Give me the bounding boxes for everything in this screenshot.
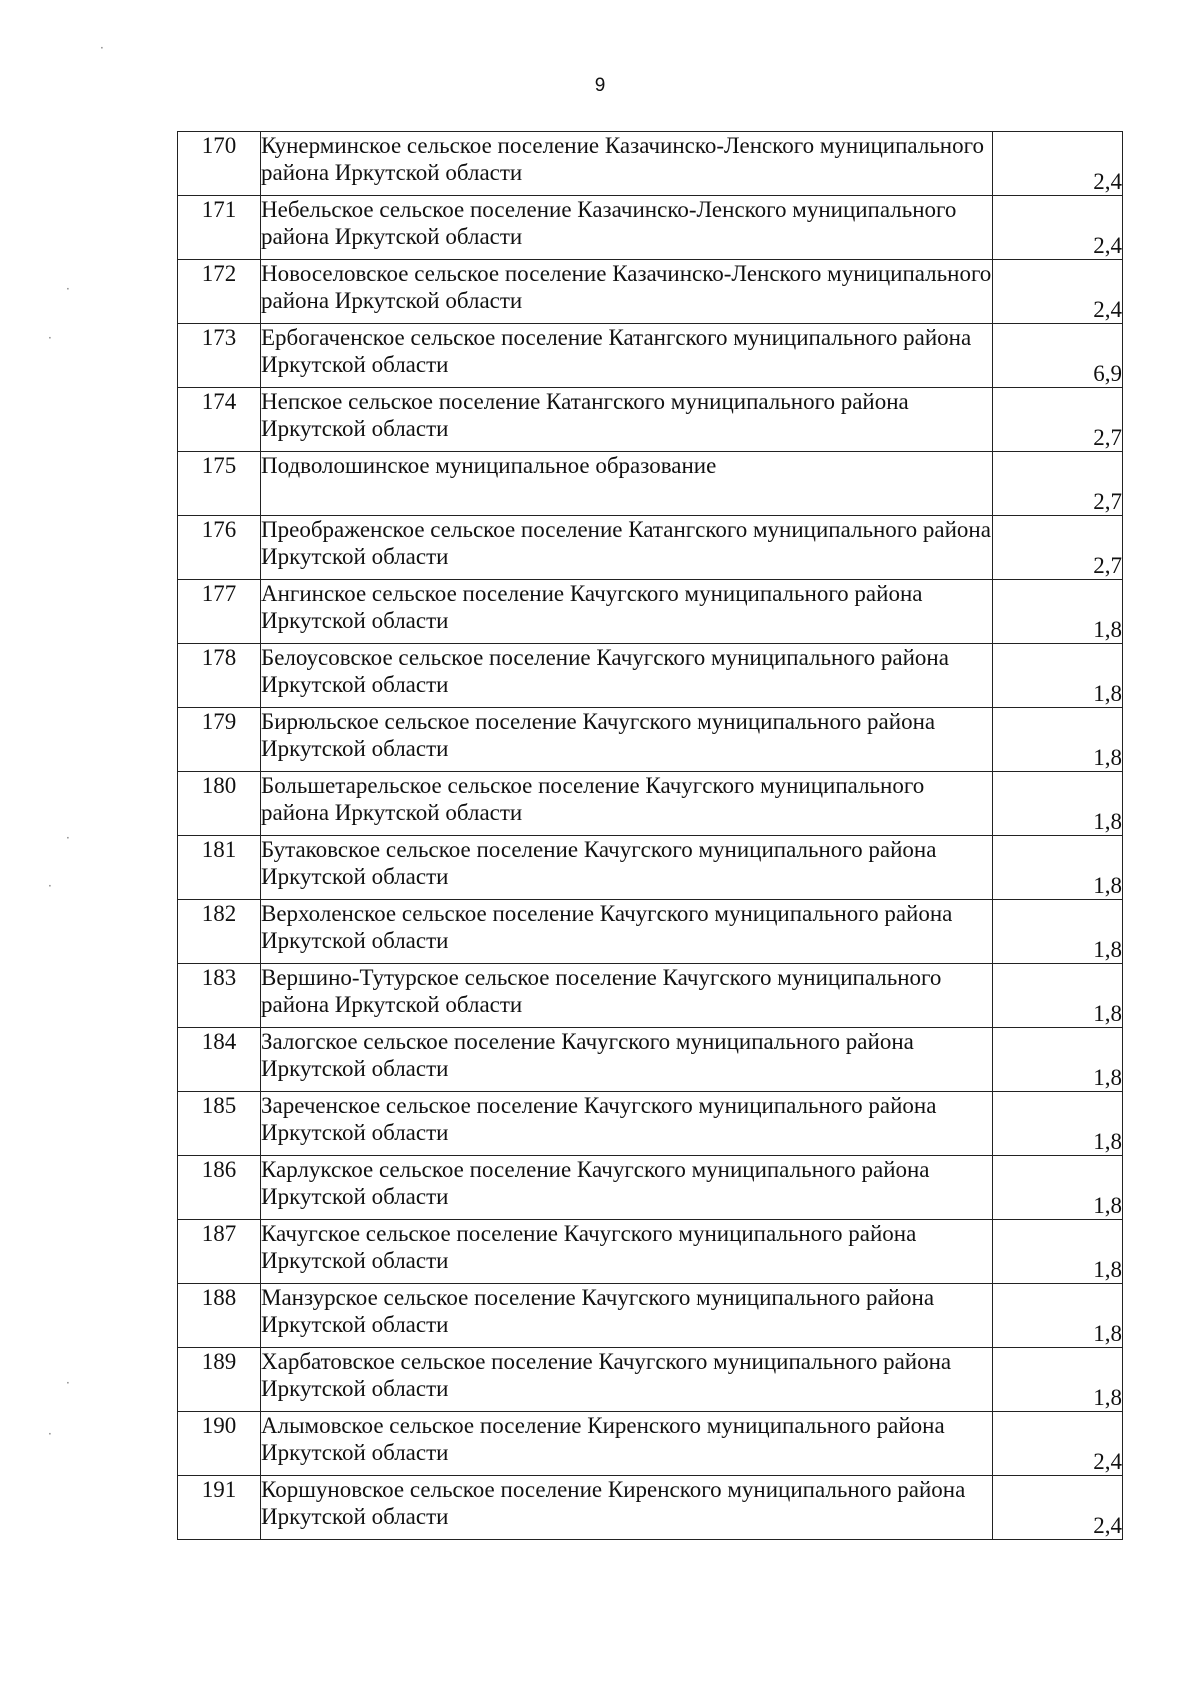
row-value: 2,7 xyxy=(993,452,1123,516)
row-number: 178 xyxy=(178,644,261,708)
row-number: 189 xyxy=(178,1348,261,1412)
row-number: 171 xyxy=(178,196,261,260)
row-value: 1,8 xyxy=(993,964,1123,1028)
row-value: 1,8 xyxy=(993,836,1123,900)
row-number: 187 xyxy=(178,1220,261,1284)
scan-speck: · xyxy=(66,831,70,845)
settlement-name: Манзурское сельское поселение Качугского муниципального района Иркутской области xyxy=(261,1284,993,1348)
table-row xyxy=(178,580,1123,644)
row-value: 2,4 xyxy=(993,132,1123,196)
row-number: 183 xyxy=(178,964,261,1028)
table-row xyxy=(178,1284,1123,1348)
scan-speck: · xyxy=(66,1376,70,1390)
settlement-name: Бутаковское сельское поселение Качугского муниципального района Иркутской области xyxy=(261,836,993,900)
settlement-name: Кунерминское сельское поселение Казачинско-Ленского муниципального района Иркутской области xyxy=(261,132,993,196)
table-row xyxy=(178,452,1123,516)
row-number: 191 xyxy=(178,1476,261,1540)
settlement-name: Небельское сельское поселение Казачинско-Ленского муниципального района Иркутской области xyxy=(261,196,993,260)
row-number: 173 xyxy=(178,324,261,388)
table-row xyxy=(178,1220,1123,1284)
settlement-name: Вершино-Тутурское сельское поселение Качугского муниципального района Иркутской области xyxy=(261,964,993,1028)
table-row xyxy=(178,260,1123,324)
row-value: 1,8 xyxy=(993,644,1123,708)
table-row xyxy=(178,388,1123,452)
scan-speck: · xyxy=(48,331,52,345)
settlement-name: Новоселовское сельское поселение Казачинско-Ленского муниципального района Иркутской области xyxy=(261,260,993,324)
row-number: 179 xyxy=(178,708,261,772)
table-row xyxy=(178,1092,1123,1156)
row-number: 185 xyxy=(178,1092,261,1156)
row-number: 172 xyxy=(178,260,261,324)
table-row xyxy=(178,1348,1123,1412)
row-number: 180 xyxy=(178,772,261,836)
settlement-name: Верхоленское сельское поселение Качугского муниципального района Иркутской области xyxy=(261,900,993,964)
row-value: 2,7 xyxy=(993,516,1123,580)
settlement-name: Непское сельское поселение Катангского муниципального района Иркутской области xyxy=(261,388,993,452)
scan-speck: · xyxy=(48,1427,52,1441)
table-row xyxy=(178,324,1123,388)
row-number: 190 xyxy=(178,1412,261,1476)
settlement-name: Подволошинское муниципальное образование xyxy=(261,452,993,516)
table-row xyxy=(178,836,1123,900)
row-value: 2,4 xyxy=(993,260,1123,324)
table-row xyxy=(178,708,1123,772)
row-number: 182 xyxy=(178,900,261,964)
row-value: 2,4 xyxy=(993,1476,1123,1540)
row-number: 188 xyxy=(178,1284,261,1348)
scan-speck: · xyxy=(66,282,70,296)
settlement-name: Карлукское сельское поселение Качугского муниципального района Иркутской области xyxy=(261,1156,993,1220)
row-value: 1,8 xyxy=(993,900,1123,964)
municipal-table xyxy=(177,131,1123,1540)
row-value: 6,9 xyxy=(993,324,1123,388)
settlement-name: Алымовское сельское поселение Киренского муниципального района Иркутской области xyxy=(261,1412,993,1476)
scan-speck: · xyxy=(48,879,52,893)
table-row xyxy=(178,644,1123,708)
table-row xyxy=(178,900,1123,964)
row-value: 1,8 xyxy=(993,1220,1123,1284)
page-number: 9 xyxy=(594,75,606,96)
settlement-name: Белоусовское сельское поселение Качугского муниципального района Иркутской области xyxy=(261,644,993,708)
table-row xyxy=(178,964,1123,1028)
row-value: 1,8 xyxy=(993,1156,1123,1220)
settlement-name: Харбатовское сельское поселение Качугского муниципального района Иркутской области xyxy=(261,1348,993,1412)
table-row xyxy=(178,1156,1123,1220)
table-body xyxy=(178,132,1123,1540)
table-row xyxy=(178,1028,1123,1092)
settlement-name: Качугское сельское поселение Качугского муниципального района Иркутской области xyxy=(261,1220,993,1284)
row-number: 177 xyxy=(178,580,261,644)
row-number: 184 xyxy=(178,1028,261,1092)
settlement-name: Преображенское сельское поселение Катангского муниципального района Иркутской области xyxy=(261,516,993,580)
row-number: 176 xyxy=(178,516,261,580)
settlement-name: Зареченское сельское поселение Качугского муниципального района Иркутской области xyxy=(261,1092,993,1156)
row-number: 170 xyxy=(178,132,261,196)
settlement-name: Ербогаченское сельское поселение Катангского муниципального района Иркутской области xyxy=(261,324,993,388)
table-row xyxy=(178,1476,1123,1540)
settlement-name: Залогское сельское поселение Качугского муниципального района Иркутской области xyxy=(261,1028,993,1092)
row-value: 1,8 xyxy=(993,1028,1123,1092)
row-value: 1,8 xyxy=(993,1092,1123,1156)
row-number: 174 xyxy=(178,388,261,452)
row-number: 181 xyxy=(178,836,261,900)
row-value: 1,8 xyxy=(993,1348,1123,1412)
row-value: 2,4 xyxy=(993,196,1123,260)
table-row xyxy=(178,1412,1123,1476)
table-row xyxy=(178,132,1123,196)
row-value: 1,8 xyxy=(993,708,1123,772)
row-value: 2,4 xyxy=(993,1412,1123,1476)
row-number: 186 xyxy=(178,1156,261,1220)
row-value: 1,8 xyxy=(993,580,1123,644)
row-value: 1,8 xyxy=(993,1284,1123,1348)
settlement-name: Большетарельское сельское поселение Качугского муниципального района Иркутской области xyxy=(261,772,993,836)
table-row xyxy=(178,516,1123,580)
settlement-name: Коршуновское сельское поселение Киренского муниципального района Иркутской области xyxy=(261,1476,993,1540)
row-value: 2,7 xyxy=(993,388,1123,452)
row-number: 175 xyxy=(178,452,261,516)
table-row xyxy=(178,196,1123,260)
settlement-name: Бирюльское сельское поселение Качугского муниципального района Иркутской области xyxy=(261,708,993,772)
scan-speck: · xyxy=(100,41,104,55)
row-value: 1,8 xyxy=(993,772,1123,836)
table-row xyxy=(178,772,1123,836)
settlement-name: Ангинское сельское поселение Качугского муниципального района Иркутской области xyxy=(261,580,993,644)
